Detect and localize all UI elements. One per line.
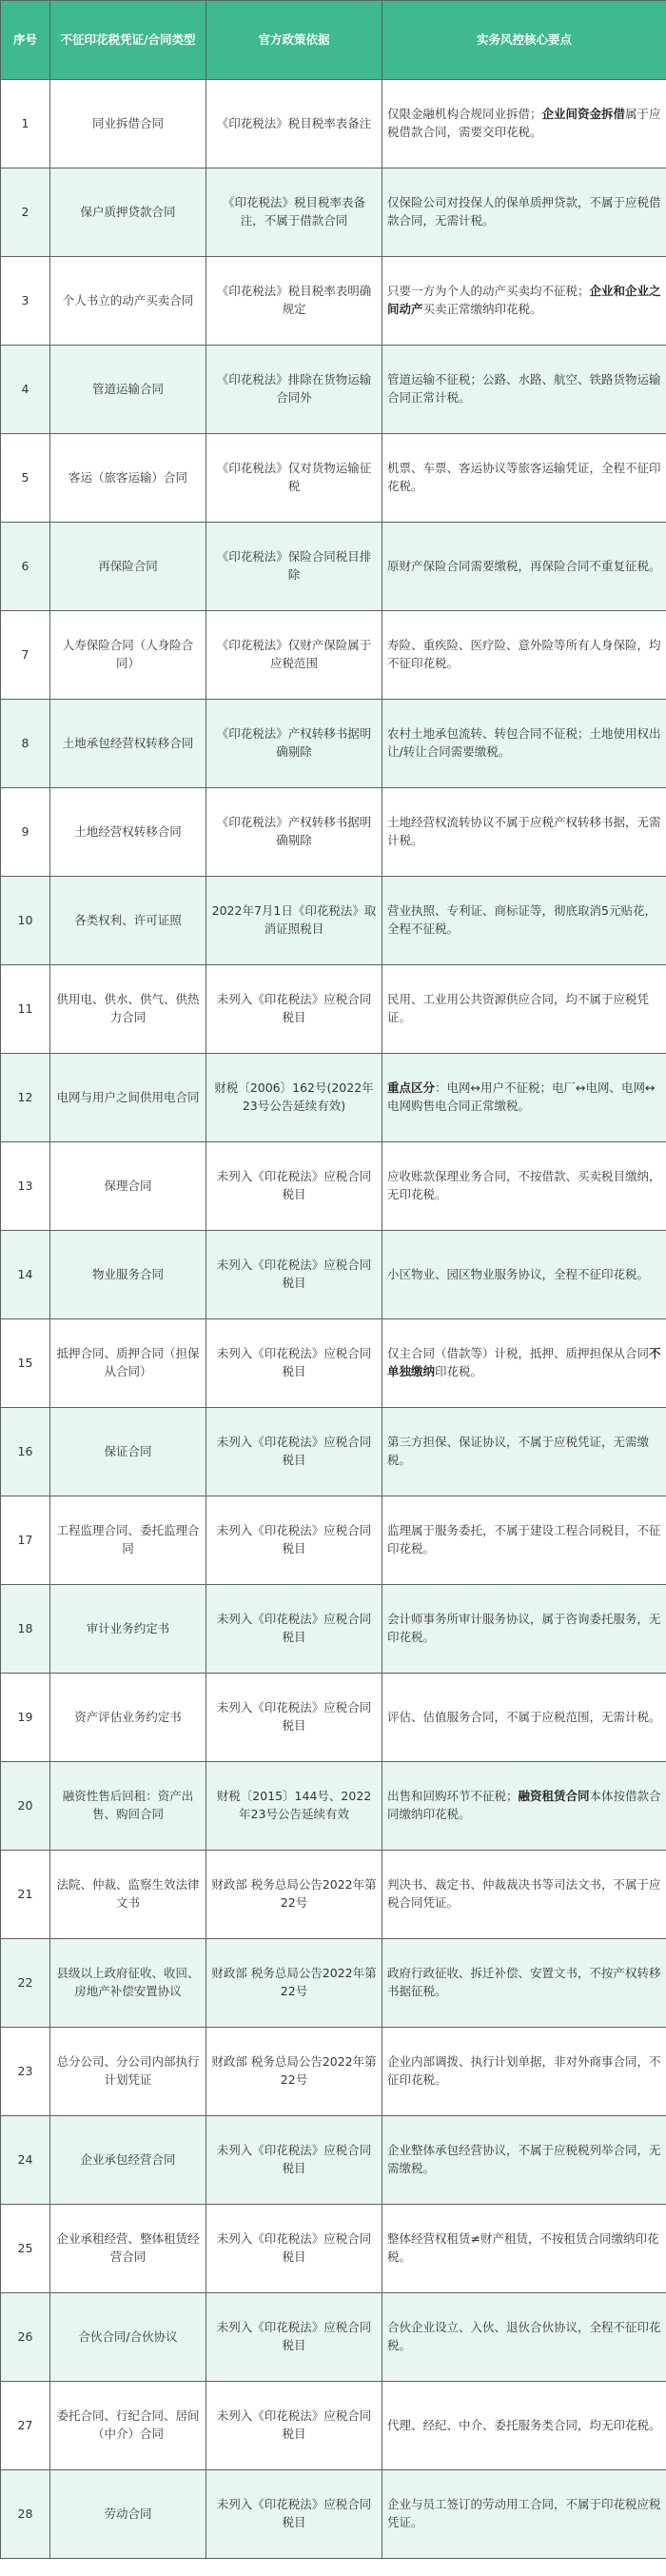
table-row: [1, 877, 666, 965]
contract-type-cell: 企业承包经营合同: [50, 2116, 206, 2205]
header-contract-type: 不征印花税凭证/合同类型: [50, 1, 206, 80]
key-point-cell: [382, 611, 666, 700]
key-point-text: 属于应税借款合同，需要交印花税。: [387, 107, 661, 139]
contract-type-cell: 县级以上政府征收、收回、房地产补偿安置协议: [50, 1939, 206, 2028]
policy-basis-cell: 未列入《印花税法》应税合同税目: [206, 2382, 382, 2470]
contract-type-cell: 资产评估业务约定书: [50, 1674, 206, 1762]
key-point-text: 出售和回购环节不征税；: [387, 1789, 519, 1804]
contract-type-cell: 人寿保险合同（人身险合同）: [50, 611, 206, 700]
key-point-cell: [382, 1585, 666, 1674]
policy-basis-cell: 《印花税法》保险合同税目排除: [206, 523, 382, 611]
row-index: 9: [1, 788, 50, 877]
contract-type-cell: 土地承包经营权转移合同: [50, 700, 206, 788]
row-index: 12: [1, 1054, 50, 1142]
key-point-text: 只要一方为个人的动产买卖均不征税；: [387, 284, 590, 299]
table-row: [1, 700, 666, 788]
key-point-emphasis: 企业间资金拆借: [541, 107, 626, 122]
key-point-cell: [382, 1674, 666, 1762]
row-index: 10: [1, 877, 50, 965]
policy-basis-cell: 2022年7月1日《印花税法》取消证照税目: [206, 877, 382, 965]
table-row: [1, 965, 666, 1054]
table-row: [1, 2470, 666, 2559]
key-point-cell: [382, 80, 666, 168]
contract-type-cell: 管道运输合同: [50, 346, 206, 434]
row-index: 1: [1, 80, 50, 168]
key-point-emphasis: 重点区分: [387, 1080, 436, 1096]
key-point-text: 寿险、重疾险、医疗险、意外险等所有人身保险，均不征印花税。: [387, 638, 661, 670]
header-key-points: 实务风控核心要点: [382, 1, 666, 80]
contract-type-cell: 保户质押贷款合同: [50, 168, 206, 257]
key-point-text: 第三方担保、保证协议，不属于应税凭证，无需缴税。: [387, 1435, 650, 1467]
contract-type-cell: 保证合同: [50, 1408, 206, 1496]
table-row: [1, 1408, 666, 1496]
key-point-text: 整体经营权租赁≠财产租赁，不按租赁合同缴纳印花税。: [387, 2231, 659, 2264]
table-body: [1, 80, 666, 2559]
row-index: 13: [1, 1142, 50, 1231]
key-point-text: 本体按借款合同缴纳印花税。: [387, 1789, 661, 1821]
key-point-cell: [382, 1231, 666, 1319]
key-point-cell: [382, 1054, 666, 1142]
key-point-cell: [382, 1496, 666, 1585]
key-point-cell: [382, 434, 666, 523]
policy-basis-cell: 未列入《印花税法》应税合同税目: [206, 2293, 382, 2382]
key-point-text: ：电网↔用户不征税；电厂↔电网、电网↔电网购售电合同正常缴税。: [387, 1080, 656, 1113]
key-point-cell: [382, 2293, 666, 2382]
policy-basis-cell: 《印花税法》税目税率表明确规定: [206, 257, 382, 346]
key-point-cell: [382, 523, 666, 611]
contract-type-cell: 土地经营权转移合同: [50, 788, 206, 877]
contract-type-cell: 合伙合同/合伙协议: [50, 2293, 206, 2382]
key-point-cell: [382, 346, 666, 434]
key-point-cell: [382, 700, 666, 788]
table-row: [1, 80, 666, 168]
contract-type-cell: 工程监理合同、委托监理合同: [50, 1496, 206, 1585]
policy-basis-cell: 未列入《印花税法》应税合同税目: [206, 1408, 382, 1496]
table-row: [1, 2293, 666, 2382]
table-row: [1, 1231, 666, 1319]
policy-basis-cell: 财税〔2006〕162号(2022年23号公告延续有效): [206, 1054, 382, 1142]
table-row: [1, 168, 666, 257]
key-point-text: 企业整体承包经营协议，不属于应税税列举合同，无需缴税。: [387, 2143, 661, 2175]
policy-basis-cell: 《印花税法》产权转移书据明确剔除: [206, 700, 382, 788]
row-index: 25: [1, 2205, 50, 2293]
table-row: [1, 2205, 666, 2293]
policy-basis-cell: 《印花税法》仅财产保险属于应税范围: [206, 611, 382, 700]
row-index: 3: [1, 257, 50, 346]
row-index: 7: [1, 611, 50, 700]
table-row: [1, 788, 666, 877]
key-point-cell: [382, 1762, 666, 1851]
row-index: 5: [1, 434, 50, 523]
table-row: [1, 1762, 666, 1851]
key-point-text: 管道运输不征税；公路、水路、航空、铁路货物运输合同正常计税。: [387, 372, 661, 405]
table-row: [1, 1851, 666, 1939]
contract-type-cell: 总分公司、分公司内部执行计划凭证: [50, 2028, 206, 2116]
table-row: [1, 434, 666, 523]
key-point-text: 民用、工业用公共资源供应合同，均不属于应税凭证。: [387, 992, 650, 1024]
policy-basis-cell: 未列入《印花税法》应税合同税目: [206, 1142, 382, 1231]
key-point-text: 合伙企业设立、入伙、退伙合伙协议，全程不征印花税。: [387, 2320, 661, 2352]
key-point-cell: [382, 2028, 666, 2116]
key-point-text: 企业与员工签订的劳动用工合同，不属于印花税应税凭证。: [387, 2497, 661, 2529]
row-index: 24: [1, 2116, 50, 2205]
row-index: 14: [1, 1231, 50, 1319]
contract-type-cell: 同业拆借合同: [50, 80, 206, 168]
policy-basis-cell: 未列入《印花税法》应税合同税目: [206, 1319, 382, 1408]
policy-basis-cell: 《印花税法》产权转移书据明确剔除: [206, 788, 382, 877]
policy-basis-cell: 《印花税法》仅对货物运输征税: [206, 434, 382, 523]
table-row: [1, 1939, 666, 2028]
row-index: 21: [1, 1851, 50, 1939]
contract-type-cell: 委托合同、行纪合同、居间（中介）合同: [50, 2382, 206, 2470]
table-row: [1, 523, 666, 611]
contract-type-cell: 审计业务约定书: [50, 1585, 206, 1674]
policy-basis-cell: 未列入《印花税法》应税合同税目: [206, 2470, 382, 2559]
row-index: 27: [1, 2382, 50, 2470]
key-point-text: 小区物业、园区物业服务协议，全程不征印花税。: [387, 1266, 650, 1281]
table-row: [1, 1585, 666, 1674]
policy-basis-cell: 未列入《印花税法》应税合同税目: [206, 2116, 382, 2205]
key-point-text: 代理、经纪、中介、委托服务类合同，均无印花税。: [387, 2417, 661, 2432]
row-index: 19: [1, 1674, 50, 1762]
key-point-emphasis: 融资租赁合同: [518, 1789, 590, 1804]
key-point-cell: [382, 1408, 666, 1496]
row-index: 2: [1, 168, 50, 257]
policy-basis-cell: 未列入《印花税法》应税合同税目: [206, 1496, 382, 1585]
table-row: [1, 1142, 666, 1231]
key-point-cell: [382, 2116, 666, 2205]
key-point-text: 评估、估值服务合同，不属于应税范围，无需计税。: [387, 1709, 661, 1724]
table-row: [1, 611, 666, 700]
key-point-cell: [382, 2470, 666, 2559]
policy-basis-cell: 财政部 税务总局公告2022年第22号: [206, 2028, 382, 2116]
policy-basis-cell: 财政部 税务总局公告2022年第22号: [206, 1851, 382, 1939]
key-point-cell: [382, 877, 666, 965]
key-point-text: 买卖正常缴纳印花税。: [422, 302, 542, 316]
row-index: 18: [1, 1585, 50, 1674]
contract-type-cell: 物业服务合同: [50, 1231, 206, 1319]
contract-type-cell: 个人书立的动产买卖合同: [50, 257, 206, 346]
row-index: 4: [1, 346, 50, 434]
policy-basis-cell: 财政部 税务总局公告2022年第22号: [206, 1939, 382, 2028]
key-point-cell: [382, 2205, 666, 2293]
key-point-text: 土地经营权流转协议不属于应税产权转移书据，无需计税。: [387, 815, 661, 847]
contract-type-cell: 法院、仲裁、监察生效法律文书: [50, 1851, 206, 1939]
row-index: 26: [1, 2293, 50, 2382]
key-point-text: 仅主合同（借款等）计税，抵押、质押担保从合同: [387, 1346, 650, 1361]
row-index: 16: [1, 1408, 50, 1496]
contract-type-cell: 客运（旅客运输）合同: [50, 434, 206, 523]
policy-basis-cell: 未列入《印花税法》应税合同税目: [206, 1674, 382, 1762]
contract-type-cell: 劳动合同: [50, 2470, 206, 2559]
key-point-cell: [382, 1939, 666, 2028]
key-point-text: 企业内部调拨、执行计划单据，非对外商事合同，不征印花税。: [387, 2054, 661, 2087]
contract-type-cell: 供用电、供水、供气、供热力合同: [50, 965, 206, 1054]
table-row: [1, 1319, 666, 1408]
row-index: 15: [1, 1319, 50, 1408]
key-point-text: 会计师事务所审计服务协议，属于咨询委托服务，无印花税。: [387, 1612, 661, 1644]
table-row: [1, 257, 666, 346]
contract-type-cell: 融资性售后回租：资产出售、购回合同: [50, 1762, 206, 1851]
policy-basis-cell: 未列入《印花税法》应税合同税目: [206, 1585, 382, 1674]
row-index: 8: [1, 700, 50, 788]
key-point-text: 应收账款保理业务合同，不按借款、买卖税目缴纳，无印花税。: [387, 1169, 661, 1201]
table-row: [1, 1674, 666, 1762]
table-row: [1, 2382, 666, 2470]
row-index: 17: [1, 1496, 50, 1585]
key-point-text: 仅保险公司对投保人的保单质押贷款，不属于应税借款合同，无需计税。: [387, 195, 661, 228]
policy-basis-cell: 《印花税法》排除在货物运输合同外: [206, 346, 382, 434]
row-index: 22: [1, 1939, 50, 2028]
policy-basis-cell: 《印花税法》税目税率表备注，不属于借款合同: [206, 168, 382, 257]
table-row: [1, 346, 666, 434]
key-point-text: 营业执照、专利证、商标证等，彻底取消5元贴花，全程不征税。: [387, 903, 656, 936]
key-point-cell: [382, 257, 666, 346]
row-index: 6: [1, 523, 50, 611]
key-point-text: 判决书、裁定书、仲裁裁决书等司法文书，不属于应税合同凭证。: [387, 1877, 661, 1910]
row-index: 23: [1, 2028, 50, 2116]
table-row: [1, 1054, 666, 1142]
key-point-cell: [382, 1851, 666, 1939]
header-index: 序号: [1, 1, 50, 80]
key-point-cell: [382, 1319, 666, 1408]
row-index: 28: [1, 2470, 50, 2559]
key-point-text: 政府行政征收、拆迁补偿、安置文书，不按产权转移书据征税。: [387, 1966, 661, 1998]
key-point-cell: [382, 965, 666, 1054]
policy-basis-cell: 《印花税法》税目税率表备注: [206, 80, 382, 168]
table-row: [1, 1496, 666, 1585]
table-row: [1, 2116, 666, 2205]
contract-type-cell: 各类权利、许可证照: [50, 877, 206, 965]
key-point-cell: [382, 788, 666, 877]
contract-type-cell: 企业承租经营、整体租赁经营合同: [50, 2205, 206, 2293]
key-point-cell: [382, 1142, 666, 1231]
policy-basis-cell: 未列入《印花税法》应税合同税目: [206, 1231, 382, 1319]
table-row: [1, 2028, 666, 2116]
contract-type-cell: 电网与用户之间供用电合同: [50, 1054, 206, 1142]
key-point-text: 印花税。: [435, 1364, 483, 1378]
contract-type-cell: 保理合同: [50, 1142, 206, 1231]
key-point-text: 监理属于服务委托，不属于建设工程合同税目，不征印花税。: [387, 1523, 661, 1556]
key-point-emphasis: 不单独缴纳: [387, 1346, 661, 1378]
key-point-cell: [382, 168, 666, 257]
key-point-text: 农村土地承包流转、转包合同不征税；土地使用权出让/转让合同需要缴税。: [387, 726, 661, 759]
policy-basis-cell: 未列入《印花税法》应税合同税目: [206, 965, 382, 1054]
key-point-text: 机票、车票、客运协议等旅客运输凭证，全程不征印花税。: [387, 461, 661, 493]
row-index: 11: [1, 965, 50, 1054]
table-header-row: [1, 1, 666, 80]
key-point-emphasis: 企业和企业之间动产: [387, 284, 661, 316]
key-point-text: 仅限金融机构合规同业拆借；: [387, 107, 542, 122]
key-point-text: 原财产保险合同需要缴税，再保险合同不重复征税。: [387, 558, 661, 573]
key-point-cell: [382, 2382, 666, 2470]
policy-basis-cell: 财税〔2015〕144号、2022年23号公告延续有效: [206, 1762, 382, 1851]
contract-type-cell: 抵押合同、质押合同（担保从合同）: [50, 1319, 206, 1408]
row-index: 20: [1, 1762, 50, 1851]
contract-type-cell: 再保险合同: [50, 523, 206, 611]
header-policy-basis: 官方政策依据: [206, 1, 382, 80]
policy-basis-cell: 未列入《印花税法》应税合同税目: [206, 2205, 382, 2293]
